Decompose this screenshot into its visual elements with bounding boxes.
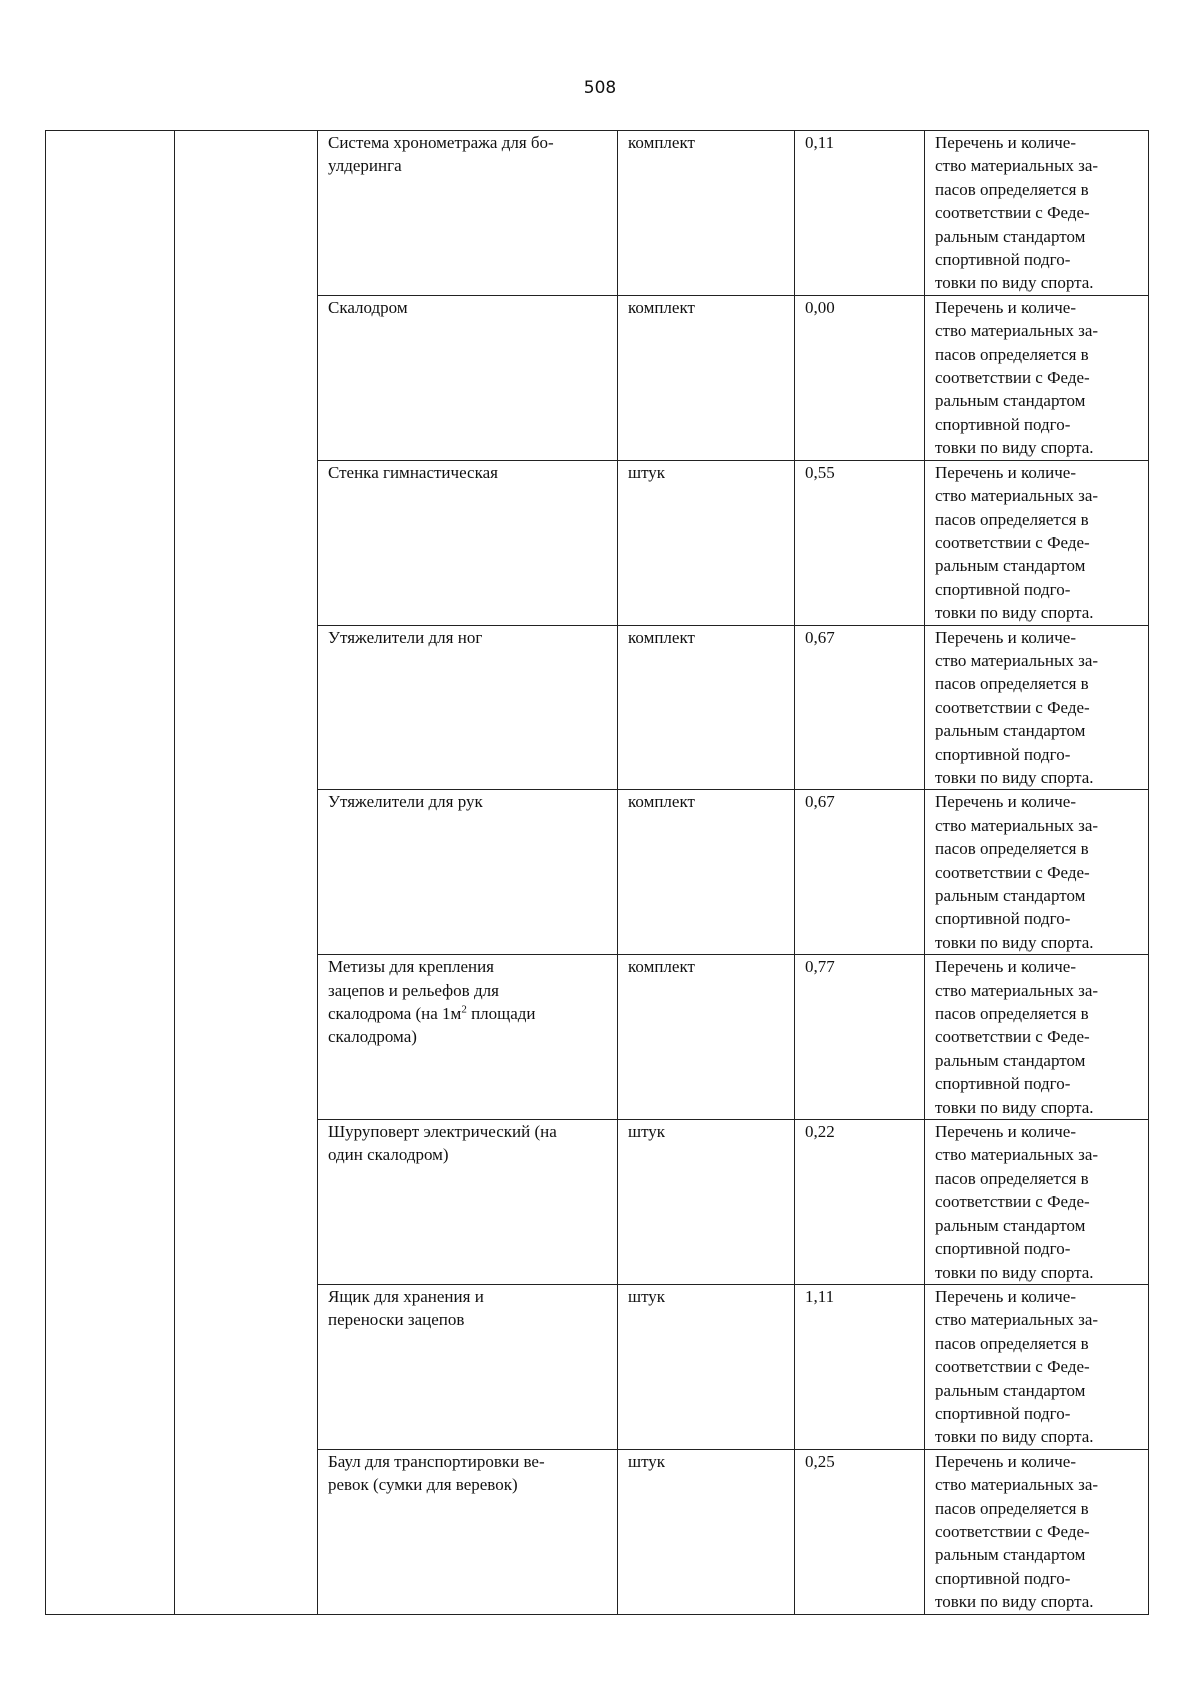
empty-number-cell <box>46 131 175 1615</box>
note-cell: Перечень и количе- ство материальных за- пасов определяется в соответствии с Феде- ральным стандартом спортивной подго- товки по виду спорта. <box>925 955 1149 1120</box>
unit-cell: комплект <box>618 790 795 955</box>
note-cell: Перечень и количе- ство материальных за- пасов определяется в соответствии с Феде- ральным стандартом спортивной подго- товки по виду спорта. <box>925 131 1149 296</box>
item-name-cell: Баул для транспортировки ве- ревок (сумки для веревок) <box>318 1449 618 1614</box>
unit-cell: штук <box>618 1120 795 1285</box>
empty-group-cell <box>175 131 318 1615</box>
unit-cell: комплект <box>618 955 795 1120</box>
unit-cell: штук <box>618 1284 795 1449</box>
quantity-cell: 0,67 <box>795 790 925 955</box>
note-cell: Перечень и количе- ство материальных за- пасов определяется в соответствии с Феде- ральным стандартом спортивной подго- товки по виду спорта. <box>925 1449 1149 1614</box>
quantity-cell: 0,55 <box>795 460 925 625</box>
quantity-cell: 0,00 <box>795 295 925 460</box>
note-cell: Перечень и количе- ство материальных за- пасов определяется в соответствии с Феде- ральным стандартом спортивной подго- товки по виду спорта. <box>925 1120 1149 1285</box>
note-cell: Перечень и количе- ство материальных за- пасов определяется в соответствии с Феде- ральным стандартом спортивной подго- товки по виду спорта. <box>925 460 1149 625</box>
item-name-cell <box>318 955 618 1120</box>
quantity-cell: 0,22 <box>795 1120 925 1285</box>
equipment-table <box>45 130 1149 1615</box>
item-name-cell: Стенка гимнастическая <box>318 460 618 625</box>
item-name-cell: Утяжелители для рук <box>318 790 618 955</box>
unit-cell: штук <box>618 460 795 625</box>
item-name-cell: Шуруповерт электрический (на один скалодром) <box>318 1120 618 1285</box>
item-name-cell: Система хронометража для бо- улдеринга <box>318 131 618 296</box>
table-row <box>46 131 1149 296</box>
quantity-cell: 0,11 <box>795 131 925 296</box>
note-cell: Перечень и количе- ство материальных за- пасов определяется в соответствии с Феде- ральным стандартом спортивной подго- товки по виду спорта. <box>925 295 1149 460</box>
quantity-cell: 0,25 <box>795 1449 925 1614</box>
note-cell: Перечень и количе- ство материальных за- пасов определяется в соответствии с Феде- ральным стандартом спортивной подго- товки по виду спорта. <box>925 1284 1149 1449</box>
item-name-cell: Скалодром <box>318 295 618 460</box>
unit-cell: комплект <box>618 625 795 790</box>
quantity-cell: 1,11 <box>795 1284 925 1449</box>
item-name-cell: Ящик для хранения и переноски зацепов <box>318 1284 618 1449</box>
quantity-cell: 0,67 <box>795 625 925 790</box>
unit-cell: комплект <box>618 131 795 296</box>
superscript-two: 2 <box>461 1003 467 1016</box>
note-cell: Перечень и количе- ство материальных за- пасов определяется в соответствии с Феде- ральным стандартом спортивной подго- товки по виду спорта. <box>925 790 1149 955</box>
quantity-cell: 0,77 <box>795 955 925 1120</box>
unit-cell: комплект <box>618 295 795 460</box>
note-cell: Перечень и количе- ство материальных за- пасов определяется в соответствии с Феде- ральным стандартом спортивной подго- товки по виду спорта. <box>925 625 1149 790</box>
unit-cell: штук <box>618 1449 795 1614</box>
item-name-text: Метизы для крепления зацепов и рельефов для скалодрома (на 1м <box>328 957 499 1024</box>
page-number: 508 <box>583 78 617 98</box>
item-name-cell: Утяжелители для ног <box>318 625 618 790</box>
item-name-text-cont: площади скалодрома) <box>328 1004 536 1047</box>
